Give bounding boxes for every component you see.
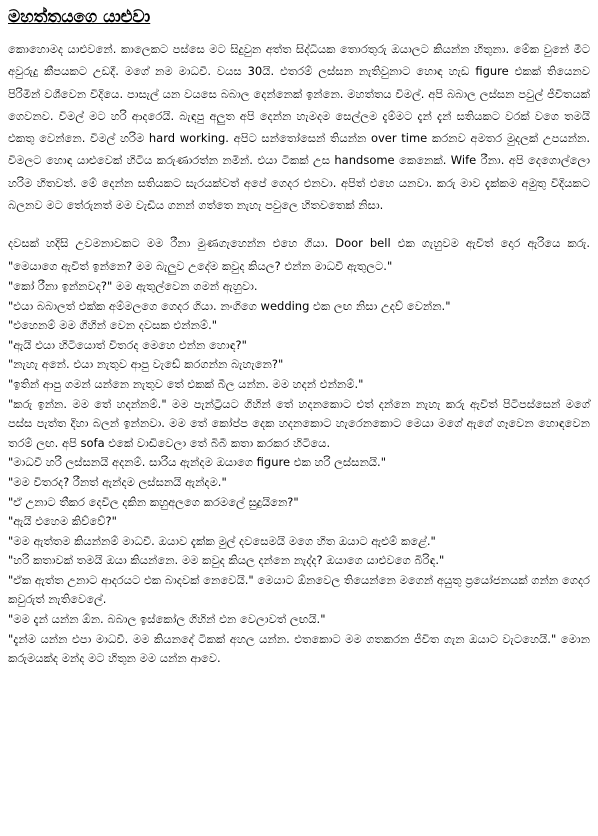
dialogue-line: "ඇයි එහෙම කිව්වේ?": [8, 514, 117, 529]
story-title: මහත්තයගෙ යාළුවා: [8, 7, 151, 27]
dialogue-line: "කෝ රීනා ඉන්නවද?" මම ඇතුල්වෙන ගමන් ඇහුවා.: [8, 278, 258, 293]
dialogue-line: "ඒ උනාට තීකර දෙවිල දකින කහුඅලගෙ කරමලේ සුදුයිනෙ?": [8, 494, 299, 509]
dialogue-line: "නැහැ අනේ. එයා නැතුව ආපු වැඩේ කරගන්න බැහැනෙ?": [8, 357, 284, 372]
dialogue-line: "මම විතරද? රීනත් ඇන්දම ලස්සනයි ඇන්දම.": [8, 474, 227, 489]
dialogue-line: "මාධවී හරි ලස්සනයි අදනම්. සාරිය ඇන්දම ඔයාගෙ figure එක හරි ලස්සනයි.": [8, 455, 387, 470]
dialogue-line: "මම ඇත්තම කියන්නම් මාධවී. ඔයාව දැක්ක මුල් දවසෙමයි මගෙ හිත ඔයාට ඇළුම් කළේ.": [8, 533, 436, 548]
dialogue-line: "දැන්ම යන්න එපා මාධවී. මම කියනදේ ටිකක් අහල යන්න. එතකොට මම ගතකරන ජීවිත ගැන ඔයාට වැටහෙයි." මොන කරුමයක්ද මන්ද මට හිතුන මම යන්න ආවෙ.: [8, 631, 590, 666]
dialogue-line: "කරු ඉන්න. මම තේ හදන්නම්." මම පැන්ට්‍රියට ගිහින් තේ හදනකොට එත් දන්නෙ නැහැ කරු ඇවිත් පිටිපස්සෙන් මගේ පස්ස පැත්ත දිහා බලන් ඉන්නවා. මම තේ කෝප්ප දෙක හදනකොට හැරෙනකොට මෙයා මගේ ඇගේ ගෑවෙන හොඳවෙන තරම් ලඟ. අපි sofa එකේ වාඩිවෙලා තේ බිබී කතා කරකර හිටියෙ.: [8, 396, 590, 450]
dialogue-block: [8, 277, 590, 669]
dialogue-line: "හරි කතාවක් තමයි ඔයා කියන්නෙ. මම කවුද කියල දන්නෙ නැද්ද? ඔයාගෙ යාළුවගෙ බිරිඳ.": [8, 553, 445, 568]
paragraph-visit: දවසක් හදිසි උවමනාවකට මම රීනා මුණගැහෙන්න එහෙ ගියා. Door bell එක ගැහුවම ඇවිත් දොර ඇරියෙ කරු. "මෙයාගෙ ඇවිත් ඉන්නෙ? මම බැලුව උදේම කවුද කියල? එන්න මාධවී ඇතුලට.": [8, 236, 590, 273]
dialogue-line: "මම දැන් යන්න ඕන. බබාල ඉස්කෝල ගිහින් එන වෙලාවත් ලඟයි.": [8, 612, 326, 627]
dialogue-line: "එයා බබාලත් එක්ක අම්මලගෙ ගෙදර ගියා. නංගිගෙ wedding එක ලඟ නිසා උදව් වෙන්න.": [8, 298, 451, 313]
document-page: [8, 6, 590, 669]
dialogue-line: "එහෙනම් මම ගිහින් වෙන දවසක එන්නම්.": [8, 318, 218, 333]
dialogue-line: "ඉතින් ආපු ගමන් යන්නෙ නැතුව තේ එකක් බීල යන්න. මම හදන් එන්නම්.": [8, 376, 364, 391]
paragraph-intro: කොහොමද යාළුවනේ. කාලෙකට පස්සෙ මට සිදුවුන අත්ත සිද්ධියක තොරතුරු ඔයාලට කියන්න හිතුනා. මේක වුනේ මීට අවුරුදු කීපයකට උඩදී. මගේ නම මාධවී. වයස 30යි. එතරම් ලස්සන නැතිවුනාට හොඳ හැඩ figure එකක් තියෙනව පිරිමින් වශීවෙන විදියෙ. පාසැල් යන වයසෙ බබාල දෙන්නෙක් ඉන්නෙ. මහත්තය විමල්. අපි බබාල ලස්සන පවුල් ජීවිතයක් ගෙවනව. විමල් මට හරි ආදරෙයි. බැඳපු අලුත අපි දෙන්න හැමදම සෙල්ලම දැම්මට දැන් දැන් සතියකට වරක් වගෙ තමයි එකතු වෙන්නෙ. විමල් හරිම hard working. අපිට සන්තෝසෙන් තියන්න over time කරනව අමතර මුදලක් උපයන්න. විමලට හොඳ යාළුවෙක් හිටිය කරුණාරත්න නමින්. එයා ටිකක් උස handsome කෙනෙක්. Wife රීනා. අපි දෙගොල්ලො හරිම හිතවත්. මේ දෙන්න සතියකට සැරයක්වත් අපේ ගෙදර එනවා. අපිත් එහෙ යනවා. කරු මාව දැක්කම අමුතු විදියකට බලනව මට තේරුනත් මම වැඩිය ගනන් ගත්තෙ නැහැ පවුලෙ හිතවතෙක් නිසා.: [8, 42, 590, 213]
dialogue-line: "ඒක ඇත්ත උනාට ආදරයට එක බාදවක් නෙවෙයි." මෙයාට ඕනවෙල තියෙන්නෙ මගෙන් අයුතු ප්‍රයෝජනයක් ගන්න ගෙදර කවුරුත් නැතිවෙලේ.: [8, 572, 590, 607]
dialogue-line: "ඇයි එයා හිටියොත් විතරද මෙහෙ එන්න හොඳ?": [8, 337, 247, 352]
